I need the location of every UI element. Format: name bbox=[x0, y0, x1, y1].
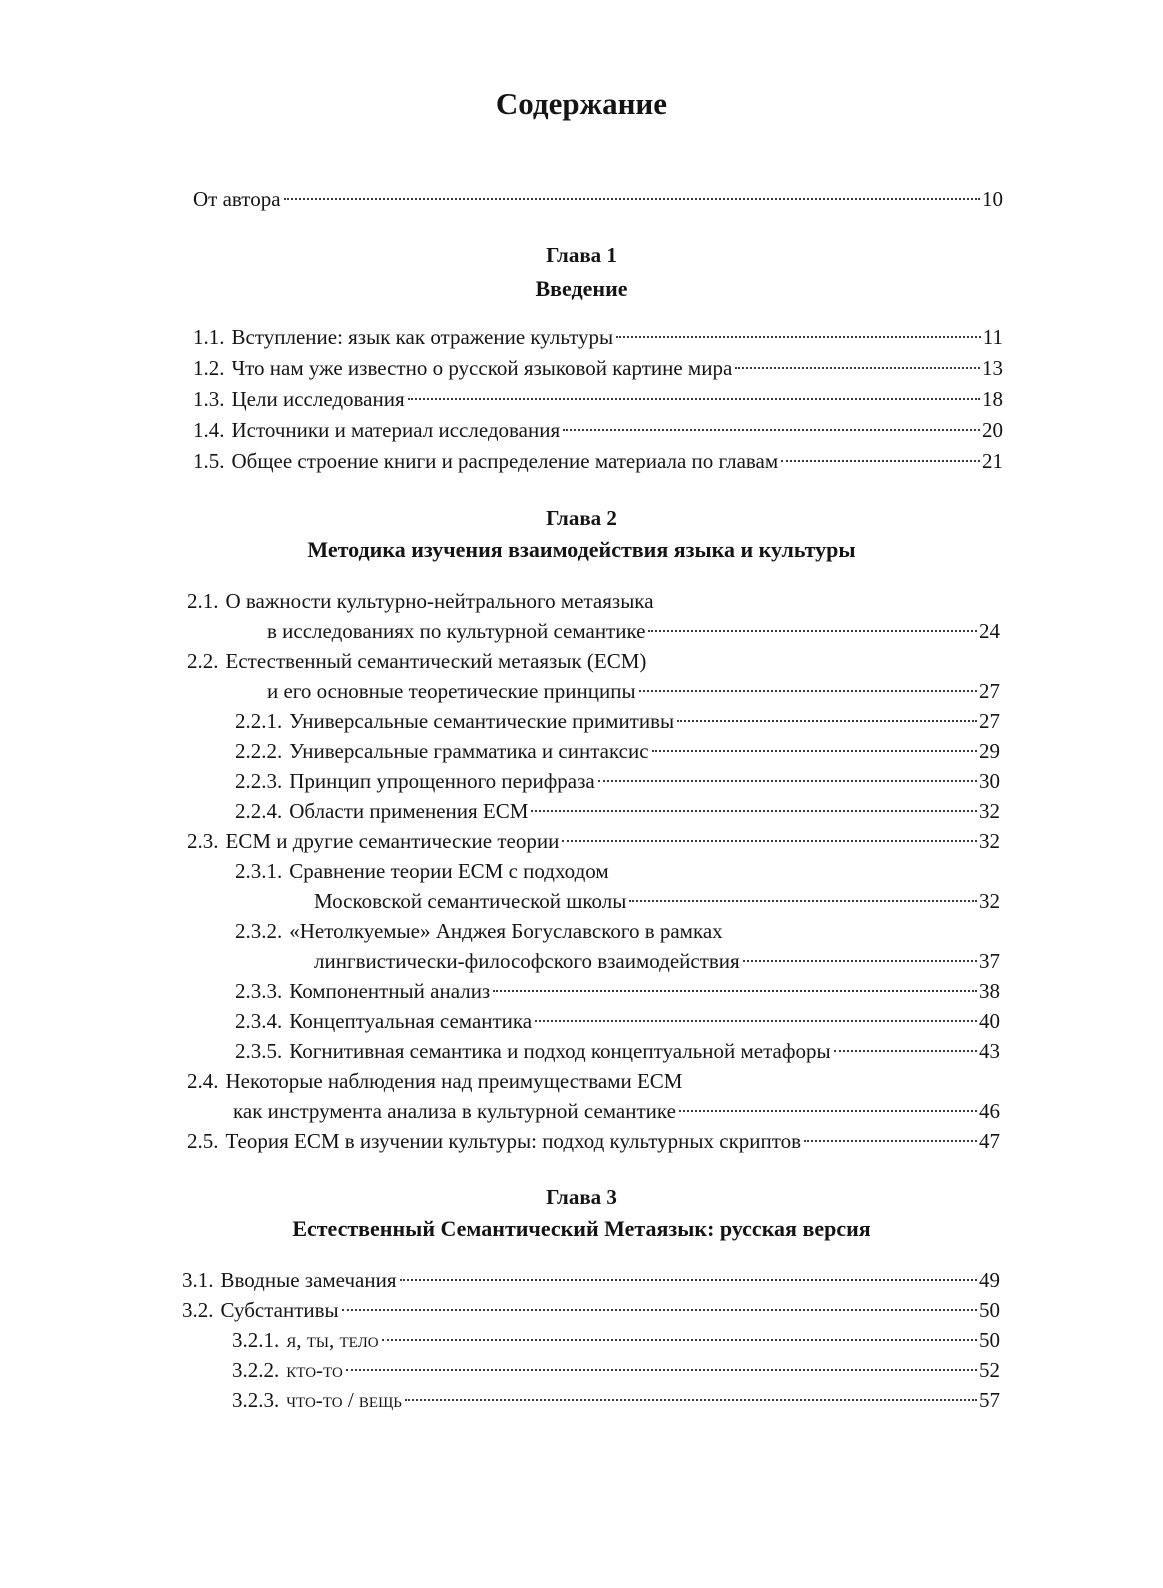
entry-text: Цели исследования bbox=[231, 387, 405, 411]
dot-leader bbox=[834, 1050, 977, 1052]
entry-text: Московской семантической школы bbox=[314, 889, 627, 913]
entry-text: Универсальные семантические примитивы bbox=[289, 709, 675, 733]
dot-leader bbox=[405, 1399, 977, 1401]
dot-leader bbox=[562, 840, 977, 842]
entry-number: 1.2. bbox=[193, 356, 225, 380]
entry-text: в исследованиях по культурной семантике bbox=[267, 619, 646, 643]
toc-entry-2-2[interactable] bbox=[267, 676, 1000, 706]
page-number: 32 bbox=[979, 889, 1000, 913]
entry-number: 2.2.3. bbox=[235, 769, 283, 793]
page-number: 20 bbox=[982, 418, 1003, 442]
toc-entry-2-3-1-line1[interactable] bbox=[235, 856, 609, 886]
entry-number: 3.2.1. bbox=[232, 1328, 280, 1352]
entry-text: Сравнение теории ЕСМ с подходом bbox=[289, 859, 609, 883]
page-number: 32 bbox=[979, 799, 1000, 823]
entry-text: Области применения ЕСМ bbox=[289, 799, 529, 823]
dot-leader bbox=[346, 1369, 977, 1371]
page-number: 18 bbox=[982, 387, 1003, 411]
toc-entry-2-2-1[interactable] bbox=[235, 706, 1000, 736]
dot-leader bbox=[408, 398, 980, 400]
entry-number: 2.2. bbox=[187, 649, 219, 673]
entry-number: 1.3. bbox=[193, 387, 225, 411]
entry-number: 2.3. bbox=[187, 829, 219, 853]
toc-entry-2-1-line1[interactable] bbox=[187, 586, 654, 616]
entry-text: что-то / вещь bbox=[286, 1388, 402, 1412]
toc-entry-2-3-3[interactable] bbox=[235, 976, 1000, 1006]
page-number: 30 bbox=[979, 769, 1000, 793]
entry-text: Что нам уже известно о русской языковой картине мира bbox=[231, 356, 733, 380]
dot-leader bbox=[598, 780, 977, 782]
entry-text: Общее строение книги и распределение материала по главам bbox=[231, 449, 779, 473]
entry-number: 2.3.5. bbox=[235, 1039, 283, 1063]
page-number: 29 bbox=[979, 739, 1000, 763]
entry-text: я, ты, тело bbox=[286, 1328, 379, 1352]
page-number: 43 bbox=[979, 1039, 1000, 1063]
entry-text: Некоторые наблюдения над преимуществами ЕСМ bbox=[225, 1069, 683, 1093]
toc-entry-2-5[interactable] bbox=[187, 1126, 1000, 1156]
entry-number: 3.2.2. bbox=[232, 1358, 280, 1382]
toc-entry-2-3-1[interactable] bbox=[314, 886, 1000, 916]
entry-text: Естественный семантический метаязык (ЕСМ) bbox=[225, 649, 647, 673]
entry-text: ЕСМ и другие семантические теории bbox=[225, 829, 560, 853]
entry-text: Источники и материал исследования bbox=[231, 418, 561, 442]
chapter-1-number: Глава 1 bbox=[546, 243, 617, 267]
entry-number: 3.2. bbox=[182, 1298, 214, 1322]
page-number: 11 bbox=[982, 325, 1003, 349]
page-number: 10 bbox=[982, 187, 1003, 211]
page-number: 57 bbox=[979, 1388, 1000, 1412]
entry-text: От автора bbox=[193, 187, 281, 211]
dot-leader bbox=[563, 429, 980, 431]
toc-entry-2-2-4[interactable] bbox=[235, 796, 1000, 826]
entry-text: Вступление: язык как отражение культуры bbox=[231, 325, 614, 349]
page-number: 32 bbox=[979, 829, 1000, 853]
entry-number: 3.1. bbox=[182, 1268, 214, 1292]
toc-entry-2-2-2[interactable] bbox=[235, 736, 1000, 766]
entry-number: 1.4. bbox=[193, 418, 225, 442]
dot-leader bbox=[400, 1279, 978, 1281]
toc-entry-1-1[interactable] bbox=[193, 322, 1003, 352]
toc-entry-2-3-2[interactable] bbox=[314, 946, 1000, 976]
entry-number: 2.1. bbox=[187, 589, 219, 613]
entry-text: Субстантивы bbox=[220, 1298, 339, 1322]
entry-number: 2.2.4. bbox=[235, 799, 283, 823]
entry-number: 2.3.3. bbox=[235, 979, 283, 1003]
page-number: 38 bbox=[979, 979, 1000, 1003]
page-number: 50 bbox=[979, 1298, 1000, 1322]
entry-number: 2.2.1. bbox=[235, 709, 283, 733]
toc-entry-2-2-3[interactable] bbox=[235, 766, 1000, 796]
page-number: 13 bbox=[982, 356, 1003, 380]
toc-entry-2-2-line1[interactable] bbox=[187, 646, 646, 676]
chapter-1-title: Введение bbox=[535, 276, 628, 301]
entry-number: 2.3.1. bbox=[235, 859, 283, 883]
dot-leader bbox=[342, 1309, 977, 1311]
chapter-2-number: Глава 2 bbox=[546, 506, 617, 530]
entry-number: 3.2.3. bbox=[232, 1388, 280, 1412]
dot-leader bbox=[639, 690, 977, 692]
entry-text: Концептуальная семантика bbox=[289, 1009, 533, 1033]
dot-leader bbox=[531, 810, 977, 812]
toc-entry-preface[interactable] bbox=[193, 184, 1003, 214]
toc-entry-3-2-1[interactable] bbox=[232, 1325, 1000, 1355]
page-number: 27 bbox=[979, 709, 1000, 733]
entry-text: «Нетолкуемые» Анджея Богуславского в рамках bbox=[289, 919, 723, 943]
dot-leader bbox=[677, 720, 977, 722]
page-number: 50 bbox=[979, 1328, 1000, 1352]
page-number: 37 bbox=[979, 949, 1000, 973]
dot-leader bbox=[804, 1140, 977, 1142]
page-number: 52 bbox=[979, 1358, 1000, 1382]
entry-text: кто-то bbox=[286, 1358, 343, 1382]
entry-number: 2.5. bbox=[187, 1129, 219, 1153]
dot-leader bbox=[679, 1110, 977, 1112]
toc-entry-3-2[interactable] bbox=[182, 1295, 1000, 1325]
entry-number: 2.3.4. bbox=[235, 1009, 283, 1033]
dot-leader bbox=[284, 198, 980, 200]
page-number: 21 bbox=[982, 449, 1003, 473]
entry-text: Универсальные грамматика и синтаксис bbox=[289, 739, 649, 763]
toc-entry-1-5[interactable] bbox=[193, 446, 1003, 476]
toc-entry-2-4-line1[interactable] bbox=[187, 1066, 682, 1096]
toc-entry-1-4[interactable] bbox=[193, 415, 1003, 445]
entry-text: Теория ЕСМ в изучении культуры: подход культурных скриптов bbox=[225, 1129, 802, 1153]
entry-text: О важности культурно-нейтрального метаязыка bbox=[225, 589, 654, 613]
chapter-3-title: Естественный Семантический Метаязык: русская версия bbox=[292, 1216, 871, 1241]
entry-text: Вводные замечания bbox=[220, 1268, 397, 1292]
dot-leader bbox=[781, 460, 980, 462]
dot-leader bbox=[652, 750, 977, 752]
dot-leader bbox=[382, 1339, 977, 1341]
toc-entry-2-1[interactable] bbox=[267, 616, 1000, 646]
entry-number: 2.3.2. bbox=[235, 919, 283, 943]
page-number: 49 bbox=[979, 1268, 1000, 1292]
page-title: Содержание bbox=[495, 86, 668, 121]
entry-number: 2.4. bbox=[187, 1069, 219, 1093]
page-number: 40 bbox=[979, 1009, 1000, 1033]
entry-number: 2.2.2. bbox=[235, 739, 283, 763]
dot-leader bbox=[535, 1020, 977, 1022]
dot-leader bbox=[629, 900, 977, 902]
toc-entry-3-2-2[interactable] bbox=[232, 1355, 1000, 1385]
entry-number: 1.5. bbox=[193, 449, 225, 473]
toc-entry-2-4[interactable] bbox=[233, 1096, 1000, 1126]
dot-leader bbox=[493, 990, 977, 992]
toc-entry-1-2[interactable] bbox=[193, 353, 1003, 383]
page-number: 27 bbox=[979, 679, 1000, 703]
toc-entry-1-3[interactable] bbox=[193, 384, 1003, 414]
dot-leader bbox=[648, 630, 977, 632]
chapter-3-number: Глава 3 bbox=[546, 1185, 617, 1209]
toc-entry-2-3[interactable] bbox=[187, 826, 1000, 856]
entry-text: Когнитивная семантика и подход концептуальной метафоры bbox=[289, 1039, 831, 1063]
toc-entry-3-2-3[interactable] bbox=[232, 1385, 1000, 1415]
entry-text: как инструмента анализа в культурной семантике bbox=[233, 1099, 676, 1123]
toc-entry-2-3-2-line1[interactable] bbox=[235, 916, 723, 946]
entry-text: лингвистически-философского взаимодействия bbox=[314, 949, 740, 973]
dot-leader bbox=[743, 960, 977, 962]
entry-number: 1.1. bbox=[193, 325, 225, 349]
entry-text: Принцип упрощенного перифраза bbox=[289, 769, 595, 793]
dot-leader bbox=[616, 336, 981, 338]
toc-entry-3-1[interactable] bbox=[182, 1265, 1000, 1295]
entry-text: и его основные теоретические принципы bbox=[267, 679, 636, 703]
chapter-2-title: Методика изучения взаимодействия языка и культуры bbox=[307, 537, 856, 562]
dot-leader bbox=[735, 367, 980, 369]
page-number: 47 bbox=[979, 1129, 1000, 1153]
toc-entry-2-3-4[interactable] bbox=[235, 1006, 1000, 1036]
entry-text: Компонентный анализ bbox=[289, 979, 491, 1003]
toc-entry-2-3-5[interactable] bbox=[235, 1036, 1000, 1066]
page-number: 46 bbox=[979, 1099, 1000, 1123]
page-number: 24 bbox=[979, 619, 1000, 643]
